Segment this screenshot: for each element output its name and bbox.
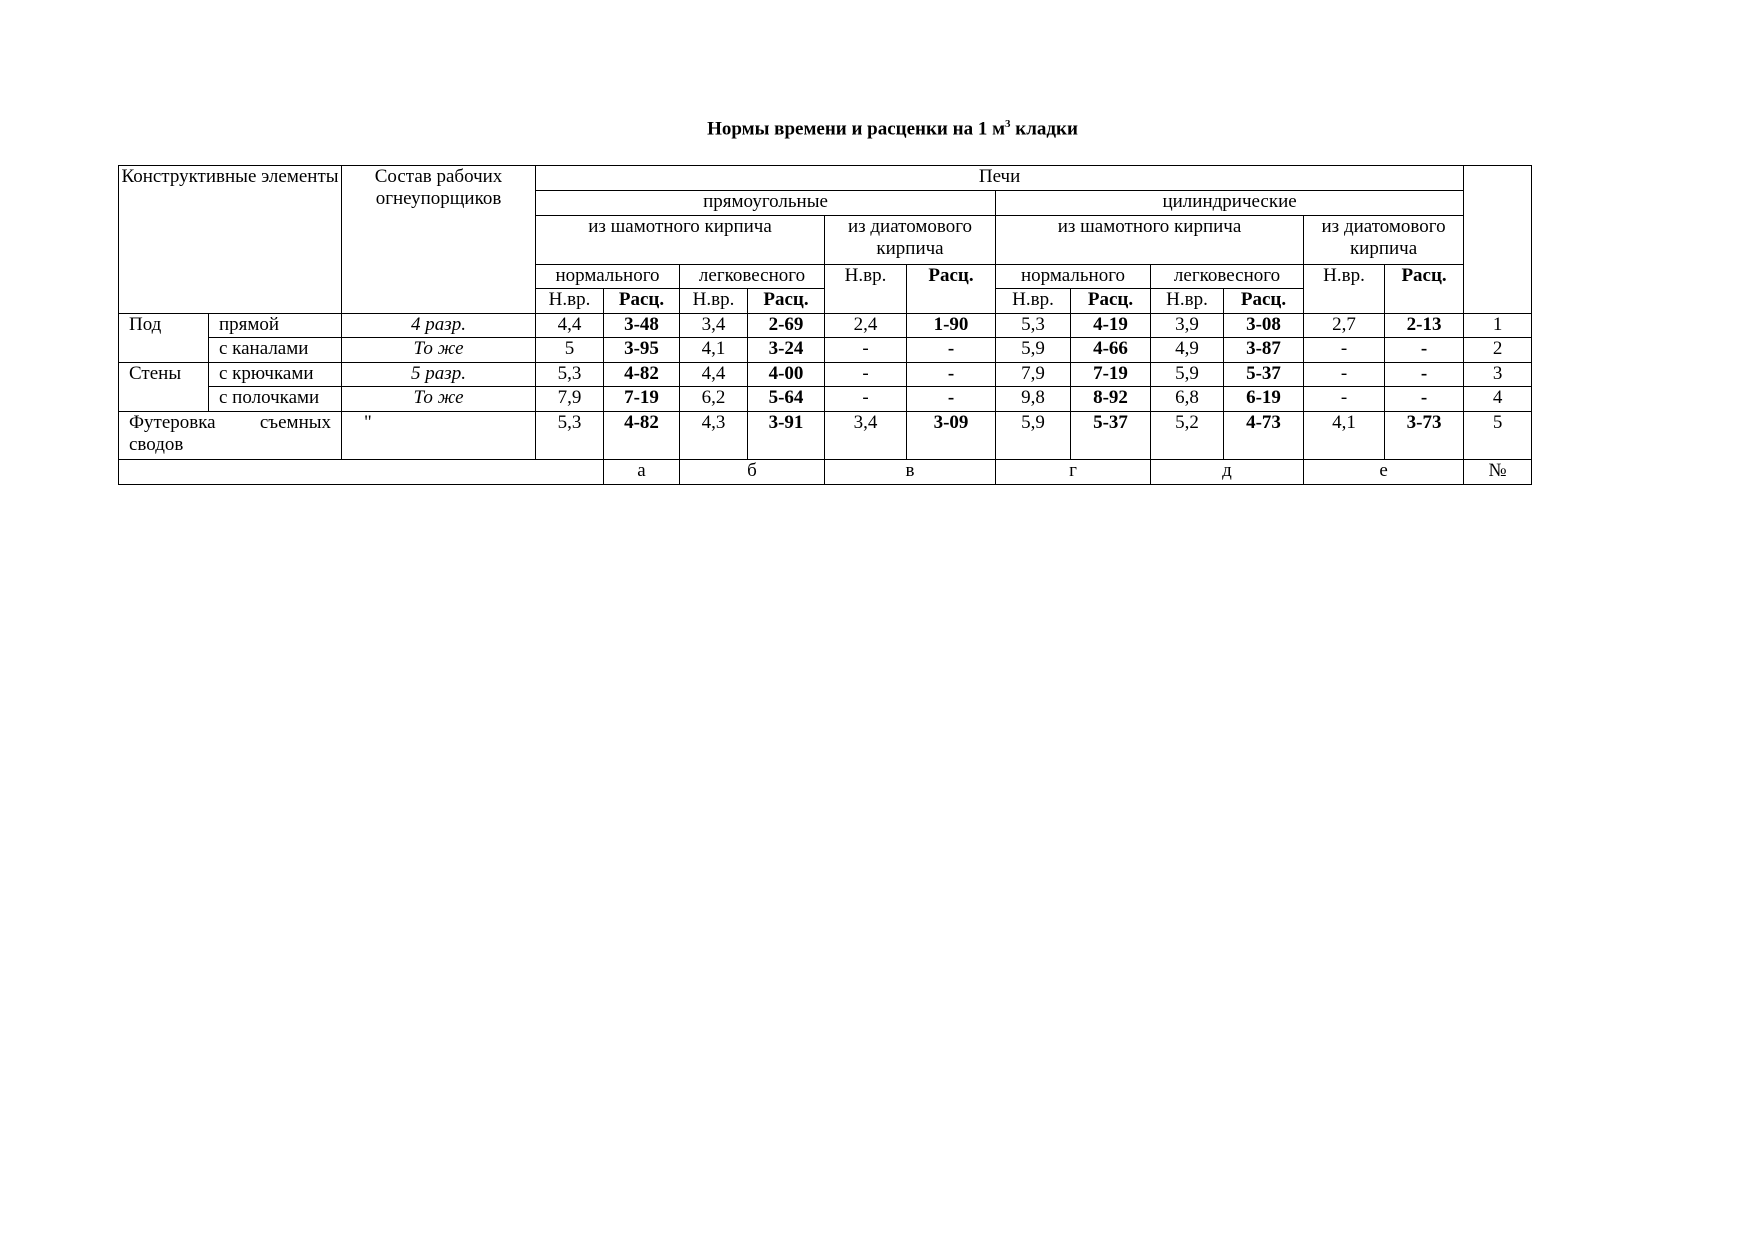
row-element: с каналами	[209, 338, 342, 362]
row-number: 3	[1464, 362, 1532, 386]
norms-table	[118, 165, 1532, 485]
header-nvr: Н.вр.	[536, 289, 604, 313]
cell-value: 4,4	[680, 362, 748, 386]
cell-value: 4,1	[1304, 411, 1385, 460]
cell-value: -	[825, 338, 907, 362]
cell-value: 5,9	[996, 411, 1071, 460]
header-furnaces: Печи	[536, 166, 1464, 191]
cell-value: 5,3	[536, 411, 604, 460]
footer-col-v: в	[825, 460, 996, 485]
header-cyl-normal: нормального	[996, 264, 1151, 288]
header-number-column	[1464, 166, 1532, 314]
header-nvr: Н.вр.	[996, 289, 1071, 313]
cell-value: 5,9	[996, 338, 1071, 362]
cell-value: 3-73	[1385, 411, 1464, 460]
page-title	[0, 118, 1755, 140]
title-text: Нормы времени и расценки на 1 м	[707, 118, 1006, 140]
cell-value: 4,1	[680, 338, 748, 362]
header-rectangular: прямоугольные	[536, 191, 996, 215]
row-number: 1	[1464, 313, 1532, 337]
cell-value: 6,8	[1151, 387, 1224, 411]
header-rect-diatomite: из диатомового кирпича	[825, 215, 996, 264]
footer-col-b: б	[680, 460, 825, 485]
cell-value: 2,7	[1304, 313, 1385, 337]
row-group-label: Стены	[119, 362, 209, 411]
cell-value: 4-82	[604, 362, 680, 386]
cell-value: 3-87	[1224, 338, 1304, 362]
row-crew: 4 разр.	[342, 313, 536, 337]
cell-value: 4,9	[1151, 338, 1224, 362]
table-row	[119, 313, 1532, 337]
cell-value: 1-90	[907, 313, 996, 337]
cell-value: 7,9	[536, 387, 604, 411]
cell-value: 3-48	[604, 313, 680, 337]
cell-value: -	[825, 362, 907, 386]
cell-value: 6-19	[1224, 387, 1304, 411]
cell-value: -	[1304, 387, 1385, 411]
cell-value: 3-24	[748, 338, 825, 362]
header-rect-lightweight: легковесного	[680, 264, 825, 288]
header-cylindrical: цилиндрические	[996, 191, 1464, 215]
cell-value: 9,8	[996, 387, 1071, 411]
cell-value: 5-64	[748, 387, 825, 411]
cell-value: -	[1385, 338, 1464, 362]
cell-value: 5,3	[536, 362, 604, 386]
header-rect-diat-rasc: Расц.	[907, 264, 996, 313]
header-cyl-diat-rasc: Расц.	[1385, 264, 1464, 313]
header-rect-diat-nvr: Н.вр.	[825, 264, 907, 313]
cell-value: 7-19	[604, 387, 680, 411]
cell-value: 7-19	[1071, 362, 1151, 386]
cell-value: 3-09	[907, 411, 996, 460]
row-element: прямой	[209, 313, 342, 337]
cell-value: 5-37	[1071, 411, 1151, 460]
cell-value: -	[1304, 362, 1385, 386]
row-crew: "	[342, 411, 536, 460]
table-row	[119, 338, 1532, 362]
cell-value: 7,9	[996, 362, 1071, 386]
cell-value: 3-95	[604, 338, 680, 362]
cell-value: 2-69	[748, 313, 825, 337]
header-rect-chamotte: из шамотного кирпича	[536, 215, 825, 264]
cell-value: 4-66	[1071, 338, 1151, 362]
table-row	[119, 387, 1532, 411]
cell-value: 3,9	[1151, 313, 1224, 337]
header-cyl-lightweight: легковесного	[1151, 264, 1304, 288]
cell-value: 5,2	[1151, 411, 1224, 460]
row-group-line2: сводов	[129, 433, 184, 455]
row-group-line1: Футеровка съемных	[129, 411, 332, 433]
cell-value: 2,4	[825, 313, 907, 337]
row-number: 4	[1464, 387, 1532, 411]
footer-col-num: №	[1464, 460, 1532, 485]
cell-value: 4,3	[680, 411, 748, 460]
header-rasc: Расц.	[604, 289, 680, 313]
cell-value: 5,3	[996, 313, 1071, 337]
cell-value: -	[907, 338, 996, 362]
header-rasc: Расц.	[1071, 289, 1151, 313]
cell-value: 4-73	[1224, 411, 1304, 460]
footer-col-d: д	[1151, 460, 1304, 485]
footer-row	[119, 460, 1532, 485]
header-row-1	[119, 166, 1532, 191]
row-group-label	[119, 411, 342, 460]
header-rasc: Расц.	[748, 289, 825, 313]
cell-value: 2-13	[1385, 313, 1464, 337]
cell-value: 4,4	[536, 313, 604, 337]
footer-empty	[119, 460, 604, 485]
header-crew: Состав рабочих огнеупорщиков	[342, 166, 536, 314]
row-number: 5	[1464, 411, 1532, 460]
header-elements: Конструктивные элементы	[119, 166, 342, 314]
footer-col-a: а	[604, 460, 680, 485]
title-superscript: 3	[1005, 118, 1011, 130]
header-rasc: Расц.	[1224, 289, 1304, 313]
row-element: с полочками	[209, 387, 342, 411]
cell-value: 4-19	[1071, 313, 1151, 337]
cell-value: -	[1304, 338, 1385, 362]
row-number: 2	[1464, 338, 1532, 362]
cell-value: 3,4	[825, 411, 907, 460]
cell-value: -	[907, 387, 996, 411]
footer-col-g: г	[996, 460, 1151, 485]
cell-value: 5,9	[1151, 362, 1224, 386]
cell-value: 5	[536, 338, 604, 362]
cell-value: -	[907, 362, 996, 386]
footer-col-e: е	[1304, 460, 1464, 485]
header-nvr: Н.вр.	[680, 289, 748, 313]
cell-value: 3-91	[748, 411, 825, 460]
table-row	[119, 362, 1532, 386]
cell-value: 3,4	[680, 313, 748, 337]
title-end: кладки	[1010, 118, 1078, 140]
cell-value: 5-37	[1224, 362, 1304, 386]
header-rect-normal: нормального	[536, 264, 680, 288]
row-crew: 5 разр.	[342, 362, 536, 386]
row-crew: То же	[342, 387, 536, 411]
cell-value: -	[1385, 387, 1464, 411]
row-group-label: Под	[119, 313, 209, 362]
cell-value: -	[1385, 362, 1464, 386]
row-crew: То же	[342, 338, 536, 362]
cell-value: 6,2	[680, 387, 748, 411]
header-cyl-chamotte: из шамотного кирпича	[996, 215, 1304, 264]
row-element: с крючками	[209, 362, 342, 386]
cell-value: -	[825, 387, 907, 411]
header-cyl-diatomite: из диатомового кирпича	[1304, 215, 1464, 264]
table-row	[119, 411, 1532, 460]
cell-value: 8-92	[1071, 387, 1151, 411]
cell-value: 4-00	[748, 362, 825, 386]
cell-value: 4-82	[604, 411, 680, 460]
cell-value: 3-08	[1224, 313, 1304, 337]
header-nvr: Н.вр.	[1151, 289, 1224, 313]
header-cyl-diat-nvr: Н.вр.	[1304, 264, 1385, 313]
